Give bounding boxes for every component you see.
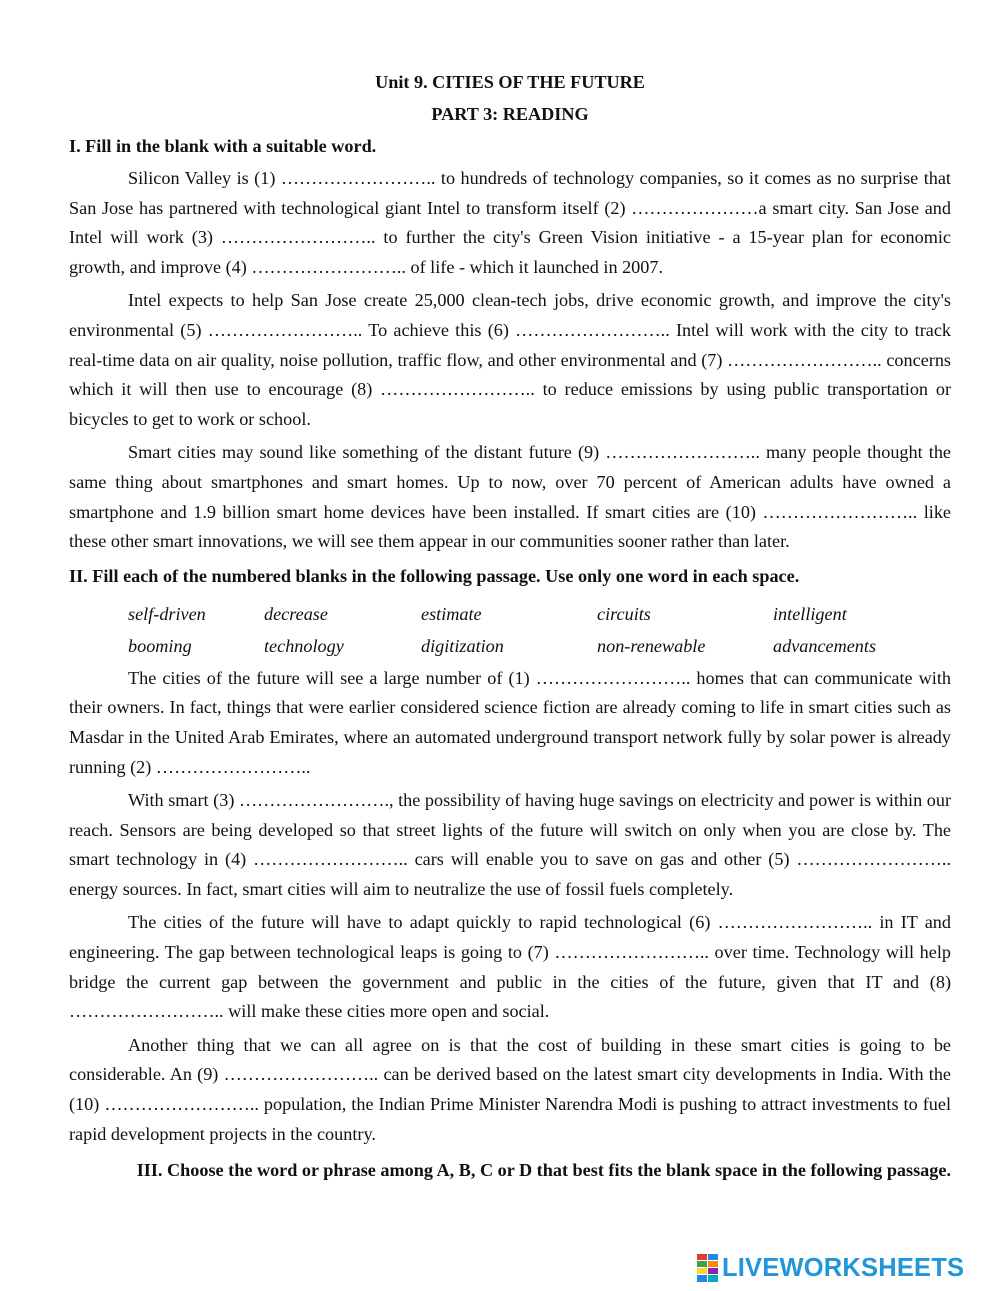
word-bank-item: digitization <box>421 635 504 656</box>
word-bank <box>128 598 951 662</box>
brand-name: LIVEWORKSHEETS <box>722 1253 965 1282</box>
section1-paragraph-2: Intel expects to help San Jose create 25,000 clean-tech jobs, drive economic growth, and improve the city's environmental (5) …………………….. To achieve this (6) …………………….. Intel will work with the city to track real-time data on air quality, noise pollution, traffic flow, and other environmental and (7) …………………….. concerns which it will then use to encourage (8) …………………….. to reduce emissions by using public transportation or bicycles to get to work or school. <box>69 290 951 429</box>
liveworksheets-brand[interactable] <box>697 1252 964 1284</box>
section3-heading: III. Choose the word or phrase among A, B, C or D that best fits the blank space in the following passage. <box>136 1160 951 1181</box>
word-bank-item: advancements <box>773 635 877 656</box>
word-bank-item: circuits <box>597 603 651 624</box>
section2-paragraph-2: With smart (3) ……………………., the possibility of having huge savings on electricity and power is within our reach. Sensors are being developed so that street lights of the future will switch on only when you are close by. The smart technology in (4) …………………….. cars will enable you to save on gas and other (5) …………………….. energy sources. In fact, smart cities will aim to neutralize the use of fossil fuels completely. <box>69 790 951 899</box>
word-bank-item: technology <box>264 635 344 656</box>
word-bank-item: estimate <box>421 603 482 624</box>
word-bank-item: decrease <box>264 603 328 624</box>
section2-paragraph-1: The cities of the future will see a large number of (1) …………………….. homes that can communicate with their owners. In fact, things that were earlier considered science fiction are already coming to life in smart cities such as Masdar in the United Arab Emirates, where an automated underground transport network fully by solar power is already running (2) …………………….. <box>69 667 951 777</box>
worksheet-page <box>69 66 951 1186</box>
section2-heading: II. Fill each of the numbered blanks in the following passage. Use only one word in each space. <box>69 565 800 586</box>
word-bank-item: non-renewable <box>597 635 706 656</box>
liveworksheets-logo-icon <box>697 1254 719 1282</box>
page-title: Unit 9. CITIES OF THE FUTURE <box>375 72 645 92</box>
word-bank-row <box>128 630 951 662</box>
page-subtitle: PART 3: READING <box>431 104 589 124</box>
word-bank-item: booming <box>128 635 192 656</box>
word-bank-item: self-driven <box>128 603 206 624</box>
section1-paragraph-3: Smart cities may sound like something of the distant future (9) …………………….. many people thought the same thing about smartphones and smart homes. Up to now, over 70 percent of American adults have owned a smartphone and 1.9 billion smart home devices have been installed. If smart cities are (10) …………………….. like these other smart innovations, we will see them appear in our communities sooner rather than later. <box>69 442 951 552</box>
section1-paragraph-1: Silicon Valley is (1) …………………….. to hundreds of technology companies, so it comes as no surprise that San Jose has partnered with technological giant Intel to transform itself (2) …………………a smart city. San Jose and Intel will work (3) …………………….. to further the city's Green Vision initiative - a 15-year plan for economic growth, and improve (4) …………………….. of life - which it launched in 2007. <box>69 168 951 277</box>
section1-heading: I. Fill in the blank with a suitable word. <box>69 136 377 156</box>
section2-paragraph-3: The cities of the future will have to adapt quickly to rapid technological (6) …………………….. in IT and engineering. The gap between technological leaps is going to (7) …………………….. over time. Technology will help bridge the current gap between the government and public in the cities of the future, given that IT and (8) …………………….. will make these cities more open and social. <box>69 912 951 1022</box>
word-bank-row <box>128 598 951 630</box>
section2-paragraph-4: Another thing that we can all agree on is that the cost of building in these smart cities is going to be considerable. An (9) …………………….. can be derived based on the latest smart city developments in India. With the (10) …………………….. population, the Indian Prime Minister Narendra Modi is pushing to attract investments to fuel rapid development projects in the country. <box>69 1034 951 1144</box>
word-bank-item: intelligent <box>773 603 847 624</box>
